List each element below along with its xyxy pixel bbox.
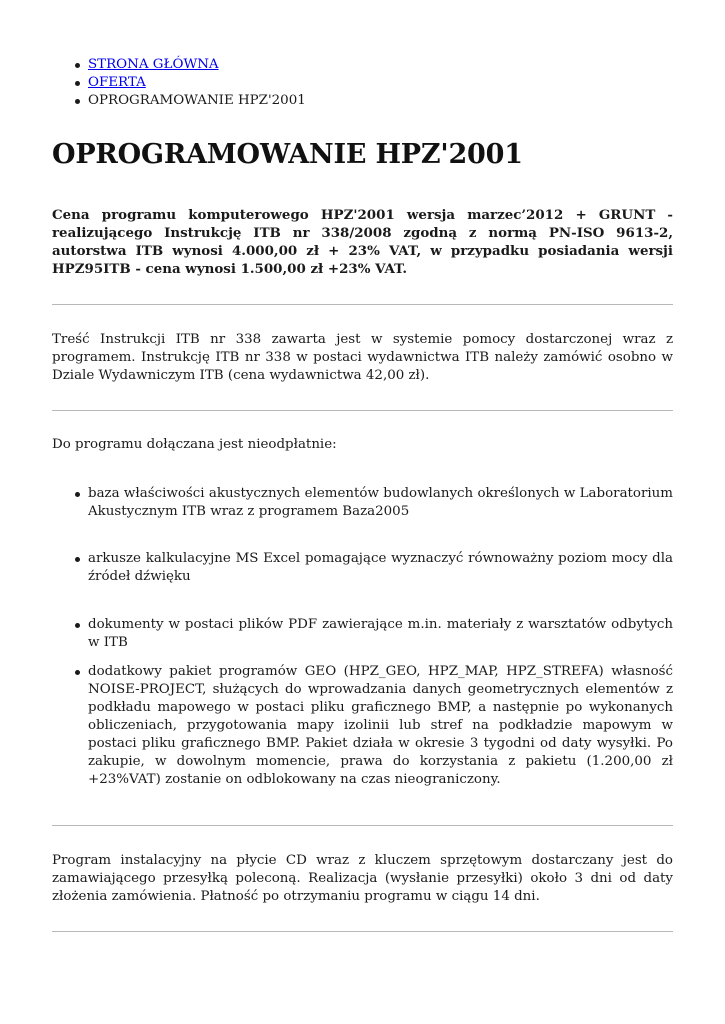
- list-item: dokumenty w postaci plików PDF zawierające m.in. materiały z warsztatów odbytych w ITB: [88, 617, 673, 650]
- breadcrumb-link-offer[interactable]: OFERTA: [88, 75, 146, 90]
- divider: [52, 825, 673, 826]
- list-item: arkusze kalkulacyjne MS Excel pomagające wyznaczyć równoważny poziom mocy dla źródeł dźwięku: [88, 551, 673, 584]
- delivery-info: Program instalacyjny na płycie CD wraz z kluczem sprzętowym dostarczany jest do zamawiającego przesyłką poleconą. Realizacja (wysłanie przesyłki) około 3 dni od daty złożenia zamówienia. Płatność po otrzymaniu programu w ciągu 14 dni.: [52, 853, 673, 904]
- list-item: dodatkowy pakiet programów GEO (HPZ_GEO, HPZ_MAP, HPZ_STREFA) własność NOISE-PROJECT, służących do wprowadzania danych geometrycznych elementów z podkładu mapowego w postaci pliku graficznego BMP, a następnie po wykonanych obliczeniach, przygotowania mapy izolinii lub stref na podkładzie mapowym w postaci pliku graficznego BMP. Pakiet działa w okresie 3 tygodni od daty wysyłki. Po zakupie, w dowolnym momencie, prawa do korzystania z pakietu (1.200,00 zł +23%VAT) zostanie on odblokowany na czas nieograniczony.: [88, 664, 673, 787]
- breadcrumb-item-home[interactable]: [88, 56, 306, 74]
- divider: [52, 410, 673, 411]
- breadcrumb-current-label: OPROGRAMOWANIE HPZ'2001: [88, 93, 306, 108]
- breadcrumb: [88, 56, 306, 110]
- breadcrumb-item-offer[interactable]: [88, 74, 306, 92]
- divider: [52, 931, 673, 932]
- breadcrumb-item-current: [88, 92, 306, 110]
- page-title: OPROGRAMOWANIE HPZ'2001: [52, 139, 523, 170]
- price-summary: Cena programu komputerowego HPZ'2001 wersja marzec’2012 + GRUNT - realizującego Instrukcję ITB nr 338/2008 zgodną z normą PN-ISO 9613-2, autorstwa ITB wynosi 4.000,00 zł + 23% VAT, w przypadku posiadania wersji HPZ95ITB - cena wynosi 1.500,00 zł +23% VAT.: [52, 207, 673, 277]
- included-intro: Do programu dołączana jest nieodpłatnie:: [52, 437, 337, 452]
- breadcrumb-link-home[interactable]: STRONA GŁÓWNA: [88, 57, 219, 72]
- divider: [52, 304, 673, 305]
- list-item: baza właściwości akustycznych elementów budowlanych określonych w Laboratorium Akustycznym ITB wraz z programem Baza2005: [88, 486, 673, 519]
- instruction-note: Treść Instrukcji ITB nr 338 zawarta jest w systemie pomocy dostarczonej wraz z programem. Instrukcję ITB nr 338 w postaci wydawnictwa ITB należy zamówić osobno w Dziale Wydawniczym ITB (cena wydawnictwa 42,00 zł).: [52, 332, 673, 383]
